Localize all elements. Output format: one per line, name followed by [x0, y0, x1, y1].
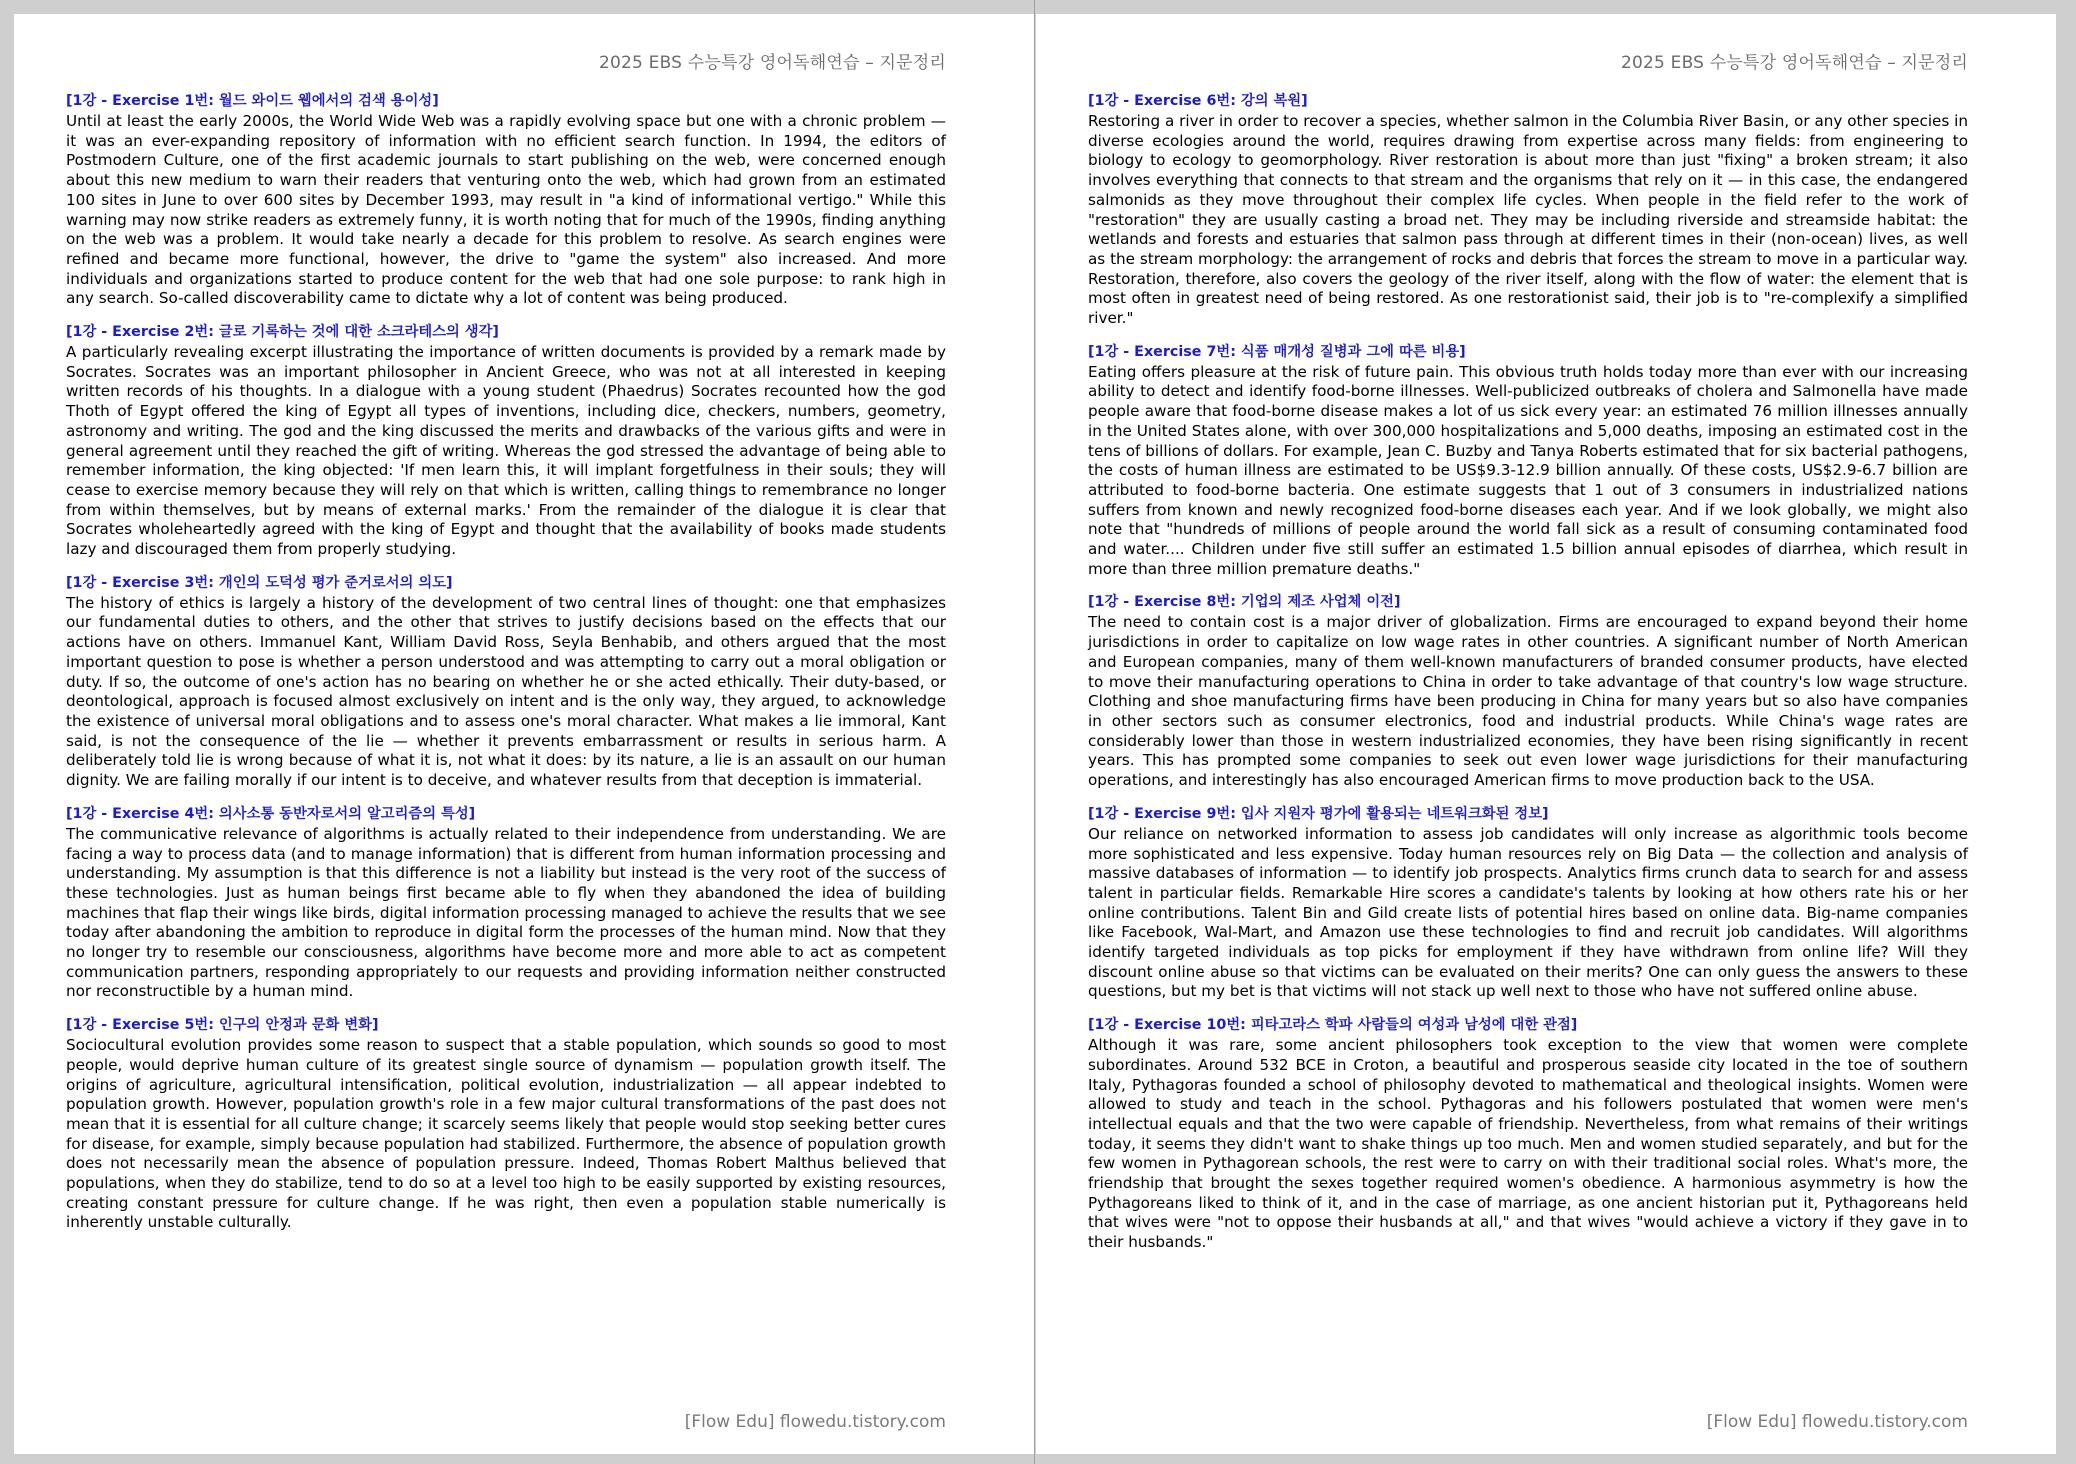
- exercise-body: Although it was rare, some ancient philosophers took exception to the view that women were complete subordinates. Around 532 BCE in Croton, a beautiful and prosperous seaside city located in the toe of southern Italy, Pythagoras founded a school of philosophy devoted to mathematical and theological insights. Women were allowed to study and teach in the school. Pythagoras and his followers postulated that women were men's intellectual equals and that the two were capable of friendship. Nevertheless, from what remains of their writings today, it seems they didn't want to shake things up too much. Men and women studied separately, and but for the few women in Pythagorean schools, the rest were to carry on with their traditional social roles. What's more, the friendship that brought the sexes together required women's obedience. A harmonious asymmetry is how the Pythagoreans liked to think of it, and in the case of marriage, as one ancient historian put it, Pythagoreans held that wives were "not to oppose their husbands at all," and that wives "would achieve a victory if they gave in to their husbands.": [1088, 1036, 1968, 1252]
- exercise-body: Our reliance on networked information to assess job candidates will only increase as algorithmic tools become more sophisticated and less expensive. Today human resources rely on Big Data — the collection and analysis of massive databases of information — to identify job prospects. Analytics firms crunch data to search for and assess talent in particular fields. Remarkable Hire scores a candidate's talents by looking at how others rate his or her online contributions. Talent Bin and Gild create lists of potential hires based on online data. Big-name companies like Facebook, Wal-Mart, and Amazon use these technologies to find and recruit job candidates. Will algorithms identify targeted individuals as top picks for employment if they have withdrawn from online life? Will they discount online abuse so that victims can be evaluated on their merits? One can only guess the answers to these questions, but my bet is that victims will not stack up well next to those who have not suffered online abuse.: [1088, 824, 1968, 1001]
- exercise-body: A particularly revealing excerpt illustrating the importance of written documents is provided by a remark made by Socrates. Socrates was an important philosopher in Ancient Greece, who was not at all interested in keeping written records of his thoughts. In a dialogue with a young student (Phaedrus) Socrates recounted how the god Thoth of Egypt offered the king of Egypt all types of inventions, including dice, checkers, numbers, geometry, astronomy and writing. The god and the king discussed the merits and drawbacks of the various gifts and were in general agreement until they reached the gift of writing. Whereas the god stressed the advantage of being able to remember information, the king objected: 'If men learn this, it will implant forgetfulness in their souls; they will cease to exercise memory because they will rely on that which is written, calling things to remembrance no longer from within themselves, but by means of external marks.' From the remainder of the dialogue it is clear that Socrates wholeheartedly agreed with the king of Egypt and thought that the availability of books made students lazy and discouraged them from properly studying.: [66, 343, 946, 559]
- exercise-section: [66, 92, 946, 309]
- page-header: 2025 EBS 수능특강 영어독해연습 – 지문정리: [1621, 53, 1968, 73]
- exercise-body: Restoring a river in order to recover a species, whether salmon in the Columbia River Basin, or any other species in diverse ecologies around the world, requires drawing from expertise across many fields: from engineering to biology to ecology to geomorphology. River restoration is about more than just "fixing" a broken stream; it also involves everything that connects to that stream and the organisms that rely on it — in this case, the endangered salmonids as they move throughout their complex life cycles. When people in the field refer to the work of "restoration" they are usually casting a broad net. They may be including riverside and streamside habitat: the wetlands and forests and estuaries that salmon pass through at different times in their (non-ocean) lives, as well as the stream morphology: the arrangement of rocks and debris that forces the stream to move in a particular way. Restoration, therefore, also covers the geology of the river itself, along with the flow of water: the element that is most often in greatest need of being restored. As one restorationist said, their job is to "re-complexify a simplified river.": [1088, 112, 1968, 328]
- exercise-title: [1강 - Exercise 8번: 기업의 제조 사업체 이전]: [1088, 594, 1401, 611]
- exercise-title: [1강 - Exercise 2번: 글로 기록하는 것에 대한 소크라테스의 생각]: [66, 324, 499, 341]
- page-content: [66, 92, 946, 1247]
- exercise-section: [1088, 593, 1968, 790]
- exercise-section: [1088, 343, 1968, 580]
- exercise-body: Until at least the early 2000s, the World Wide Web was a rapidly evolving space but one with a chronic problem — it was an ever-expanding repository of information with no efficient search function. In 1994, the editors of Postmodern Culture, one of the first academic journals to start publishing on the web, were concerned enough about this new medium to warn their readers that venturing onto the web, which had grown from an estimated 100 sites in June to over 600 sites by December 1993, may result in "a kind of informational vertigo." While this warning may now strike readers as extremely funny, it is worth noting that for much of the 1990s, finding anything on the web was a problem. It would take nearly a decade for this problem to resolve. As search engines were refined and became more functional, however, the drive to "game the system" also increased. And more individuals and organizations started to produce content for the web that had one sole purpose: to rank high in any search. So-called discoverability came to dictate why a lot of content was being produced.: [66, 112, 946, 308]
- page-divider: [1034, 0, 1035, 1464]
- exercise-section: [66, 1016, 946, 1233]
- exercise-section: [1088, 805, 1968, 1002]
- exercise-body: Sociocultural evolution provides some reason to suspect that a stable population, which sounds so good to most people, would deprive human culture of its greatest single source of dynamism — population growth itself. The origins of agriculture, agricultural intensification, political evolution, industrialization — all appear indebted to population growth. However, population growth's role in a few major cultural transformations of the past does not mean that it is essential for all culture change; it scarcely seems likely that people would stop seeking better cures for disease, for example, simply because population had stabilized. Furthermore, the absence of population growth does not necessarily mean the absence of population pressure. Indeed, Thomas Robert Malthus believed that populations, when they do stabilize, tend to do so at a level too high to be easily supported by existing resources, creating constant pressure for culture change. If he was right, then even a population stable numerically is inherently unstable culturally.: [66, 1036, 946, 1232]
- exercise-section: [66, 323, 946, 560]
- exercise-section: [66, 805, 946, 1002]
- page-content: [1088, 92, 1968, 1267]
- page-footer: [Flow Edu] flowedu.tistory.com: [1706, 1412, 1968, 1432]
- exercise-section: [1088, 1016, 1968, 1253]
- exercise-title: [1강 - Exercise 7번: 식품 매개성 질병과 그에 따른 비용]: [1088, 343, 1466, 360]
- exercise-title: [1강 - Exercise 3번: 개인의 도덕성 평가 준거로서의 의도]: [66, 574, 453, 591]
- exercise-title: [1강 - Exercise 1번: 월드 와이드 웹에서의 검색 용이성]: [66, 93, 439, 109]
- exercise-section: [1088, 92, 1968, 329]
- page-header: 2025 EBS 수능특강 영어독해연습 – 지문정리: [599, 53, 946, 73]
- exercise-body: Eating offers pleasure at the risk of future pain. This obvious truth holds today more than ever with our increasing ability to detect and identify food-borne illnesses. Well-publicized outbreaks of cholera and Salmonella have made people aware that food-borne disease makes a lot of us sick every year: an estimated 76 million illnesses annually in the United States alone, with over 300,000 hospitalizations and 5,000 deaths, imposing an estimated cost in the tens of billions of dollars. For example, Jean C. Buzby and Tanya Roberts estimated that for six bacterial pathogens, the costs of human illness are estimated to be US$9.3-12.9 billion annually. Of these costs, US$2.9-6.7 billion are attributed to food-borne bacteria. One estimate suggests that 1 out of 3 consumers in industrialized nations suffers from known and newly recognized food-borne diseases each year. And if we look globally, we might also note that "hundreds of millions of people around the world fall sick as a result of consuming contaminated food and water.... Children under five still suffer an estimated 1.5 billion annual episodes of diarrhea, which result in more than three million premature deaths.": [1088, 362, 1968, 578]
- exercise-body: The communicative relevance of algorithms is actually related to their independence from understanding. We are facing a way to process data (and to manage information) that is different from human information processing and understanding. My assumption is that this difference is not a liability but instead is the very root of the success of these technologies. Just as human beings first became able to fly when they abandoned the idea of building machines that flap their wings like birds, digital information processing managed to achieve the results that we see today after abandoning the ambition to reproduce in digital form the processes of the human mind. Now that they no longer try to resemble our consciousness, algorithms have become more and more able to act as competent communication partners, responding appropriately to our requests and providing information neither constructed nor reconstructible by a human mind.: [66, 824, 946, 1001]
- page-footer: [Flow Edu] flowedu.tistory.com: [684, 1412, 946, 1432]
- exercise-title: [1강 - Exercise 4번: 의사소통 동반자로서의 알고리즘의 특성]: [66, 805, 476, 822]
- exercise-body: The need to contain cost is a major driver of globalization. Firms are encouraged to expand beyond their home jurisdictions in order to capitalize on low wage rates in other countries. A significant number of North American and European companies, many of them well-known manufacturers of branded consumer products, have elected to move their manufacturing operations to China in order to take advantage of that country's low wage structure. Clothing and shoe manufacturing firms have been producing in China for many years but so also have companies in other sectors such as consumer electronics, food and industrial products. While China's wage rates are considerably lower than those in western industrialized economies, they have been rising significantly in recent years. This has prompted some companies to seek out even lower wage jurisdictions for their manufacturing operations, and interestingly has also encouraged American firms to move production back to the USA.: [1088, 613, 1968, 790]
- exercise-section: [66, 574, 946, 791]
- right-page: [1036, 14, 2056, 1454]
- left-page: [14, 14, 1034, 1454]
- exercise-title: [1강 - Exercise 5번: 인구의 안정과 문화 변화]: [66, 1017, 379, 1034]
- exercise-title: [1강 - Exercise 6번: 강의 복원]: [1088, 93, 1308, 109]
- exercise-title: [1강 - Exercise 10번: 피타고라스 학파 사람들의 여성과 남성에 대한 관점]: [1088, 1017, 1578, 1034]
- exercise-title: [1강 - Exercise 9번: 입사 지원자 평가에 활용되는 네트워크화된 정보]: [1088, 805, 1549, 822]
- exercise-body: The history of ethics is largely a history of the development of two central lines of thought: one that emphasizes our fundamental duties to others, and the other that strives to justify decisions based on the effects that our actions have on others. Immanuel Kant, William David Ross, Seyla Benhabib, and others argued that the most important question to pose is whether a person understood and was attempting to carry out a moral obligation or duty. If so, the outcome of one's action has no bearing on whether he or she acted ethically. Their duty-based, or deontological, approach is focused almost exclusively on intent and is the only way, they argued, to acknowledge the existence of universal moral obligations and to assess one's moral character. What makes a lie immoral, Kant said, is not the consequence of the lie — whether it prevents embarrassment or results in serious harm. A deliberately told lie is wrong because of what it is, not what it does: by its nature, a lie is an assault on our human dignity. We are failing morally if our intent is to deceive, and whatever results from that deception is immaterial.: [66, 593, 946, 790]
